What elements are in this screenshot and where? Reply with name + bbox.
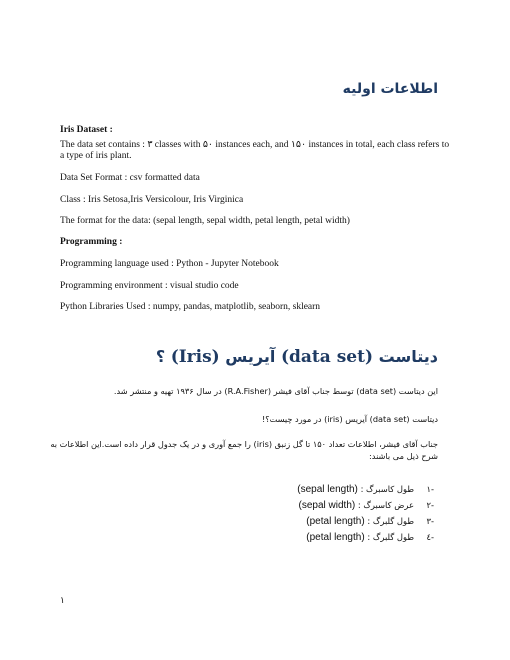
feature-number: -۲ bbox=[426, 500, 434, 510]
feature-label: طول گلبرگ : bbox=[367, 516, 414, 526]
dataset-question-paragraph: دیتاست (data set) آیریس (iris) در مورد چیست؟! bbox=[261, 414, 438, 424]
feature-label: طول کاسبرگ : bbox=[360, 484, 414, 494]
iris-dataset-heading: Iris Dataset : bbox=[60, 125, 113, 135]
feature-value: (sepal length) bbox=[297, 484, 358, 495]
title-word-iris-fa: آیریس bbox=[225, 347, 276, 366]
dataset-contents-text: The data set contains : ۳ classes with ۵۰ instances each, and ۱۵۰ instances in total, each class refers to a type of iris plant. bbox=[60, 140, 450, 161]
feature-number: -۳ bbox=[426, 516, 434, 526]
page-number: ۱ bbox=[60, 596, 65, 606]
dataset-description-paragraph: جناب آقای فیشر، اطلاعات تعداد ۱۵۰ تا گل زنبق (iris) را جمع آوری و در یک جدول قرار داده است.این اطلاعات به شرح ذیل می باشند: bbox=[50, 439, 438, 461]
title-data-set: (data set) bbox=[280, 347, 373, 367]
feature-number: -٤ bbox=[426, 532, 434, 542]
feature-label: طول گلبرگ : bbox=[367, 532, 414, 542]
programming-environment-text: Programming environment : visual studio code bbox=[60, 281, 239, 291]
feature-value: (petal length) bbox=[306, 516, 365, 527]
programming-language-text: Programming language used : Python - Jupyter Notebook bbox=[60, 259, 279, 269]
title-question-mark: ؟ bbox=[155, 347, 166, 366]
feature-value: (petal length) bbox=[306, 532, 365, 543]
feature-list-item bbox=[306, 531, 434, 544]
feature-number: -۱ bbox=[426, 484, 434, 494]
feature-list-item bbox=[299, 499, 434, 512]
section-title-initial-info: اطلاعات اولیه bbox=[342, 81, 438, 97]
feature-list-item bbox=[297, 483, 434, 496]
python-libraries-text: Python Libraries Used : numpy, pandas, matplotlib, seaborn, sklearn bbox=[60, 302, 321, 312]
title-word-dataset: دیتاست bbox=[378, 347, 438, 366]
dataset-class-text: Class : Iris Setosa,Iris Versicolour, Iris Virginica bbox=[60, 195, 244, 205]
fisher-intro-paragraph: این دیتاست (data set) توسط جناب آقای فیشر (R.A.Fisher) در سال ۱۹۳۶ تهیه و منتشر شد. bbox=[113, 386, 438, 396]
section-title-iris-dataset bbox=[156, 347, 438, 367]
feature-value: (sepal width) bbox=[298, 500, 356, 511]
feature-list-item bbox=[306, 515, 434, 528]
dataset-format-text: Data Set Format : csv formatted data bbox=[60, 173, 200, 183]
programming-heading: Programming : bbox=[60, 237, 123, 247]
feature-label: عرض کاسبرگ : bbox=[357, 500, 414, 510]
data-format-text: The format for the data: (sepal length, sepal width, petal length, petal width) bbox=[60, 216, 350, 226]
title-iris: (Iris) bbox=[170, 347, 220, 367]
